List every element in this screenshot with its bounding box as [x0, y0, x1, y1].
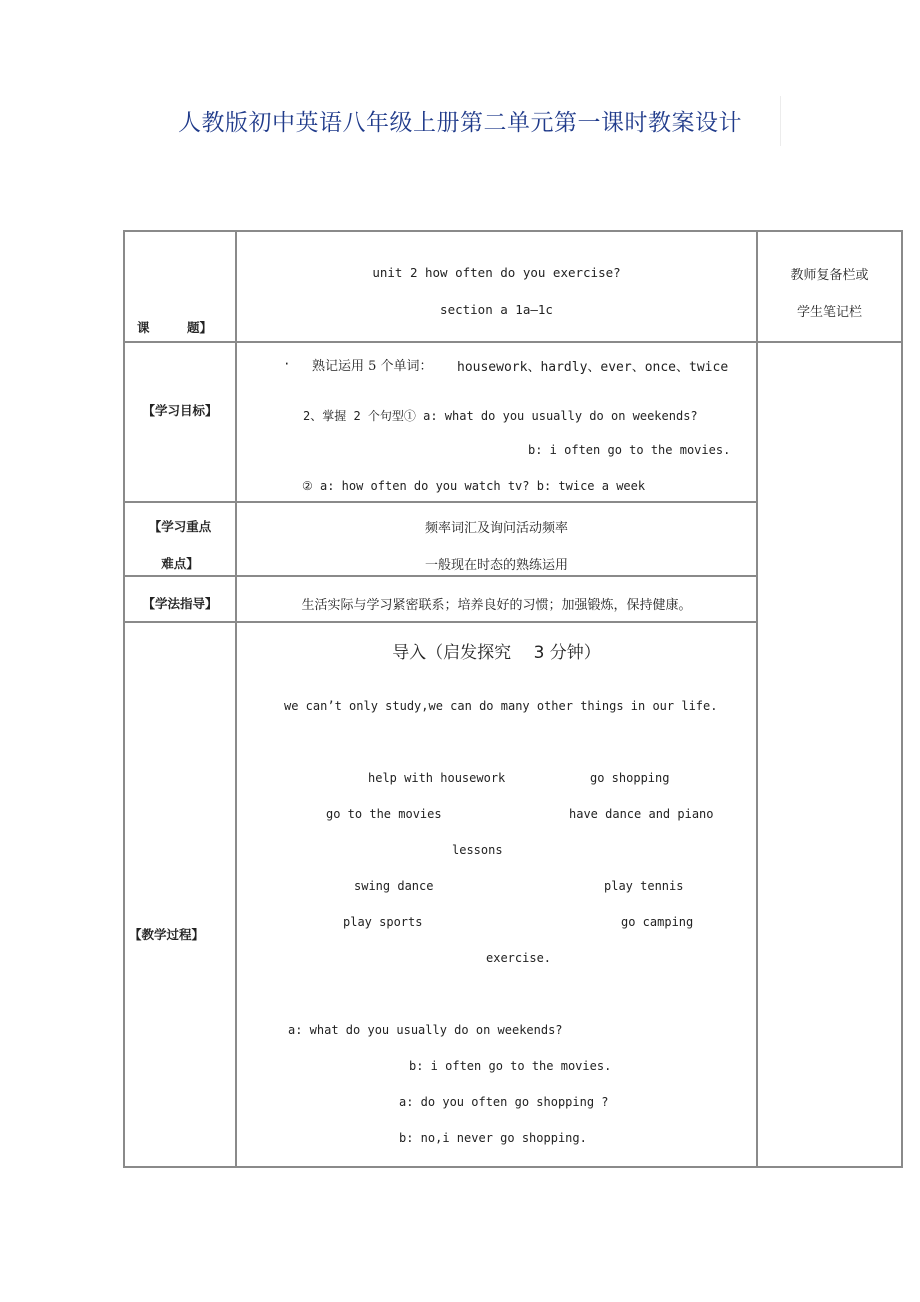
dialog-line-2: b: i often go to the movies.: [409, 1059, 612, 1073]
process-cell: [236, 622, 757, 1167]
page-title: 人教版初中英语八年级上册第二单元第一课时教案设计: [178, 110, 742, 136]
objectives-cell: [236, 342, 757, 502]
objectives-line2: 2、掌握 2 个句型① a: what do you usually do on weekends?: [303, 409, 698, 423]
topic-unit: unit 2 how often do you exercise?: [372, 265, 621, 280]
activity-go-to-the-movies: go to the movies: [326, 807, 442, 821]
objectives-line3: b: i often go to the movies.: [528, 443, 731, 457]
key-point-2: 一般现在时态的熟练运用: [424, 558, 568, 573]
label-topic-cell: [124, 231, 236, 342]
label-topic: 课 题】: [137, 320, 213, 335]
lesson-plan-table: [123, 230, 903, 1168]
key-points-cell: [236, 502, 757, 576]
objectives-line1-en: housework、hardly、ever、once、twice: [457, 360, 729, 375]
process-heading: 导入（启发探究 3 分钟）: [392, 643, 601, 663]
label-method-cell: [124, 576, 236, 622]
dialog-line-3: a: do you often go shopping ?: [399, 1095, 609, 1109]
activity-play-sports: play sports: [343, 915, 423, 929]
activity-go-camping: go camping: [621, 915, 694, 929]
objectives-bullet: ·: [283, 356, 291, 371]
activity-help-with-housework: help with housework: [368, 771, 506, 785]
dialog-line-4: b: no,i never go shopping.: [399, 1131, 587, 1145]
title-divider: [780, 96, 781, 146]
label-process-cell: [124, 622, 236, 1167]
objectives-line4: ② a: how often do you watch tv? b: twice a week: [302, 479, 646, 493]
key-point-1: 频率词汇及询问活动频率: [424, 521, 568, 536]
label-key-points-cell: [124, 502, 236, 576]
activity-go-shopping: go shopping: [590, 771, 670, 785]
notes-header-cell: [757, 231, 902, 342]
activity-dance-piano: have dance and piano: [569, 807, 714, 821]
activity-exercise: exercise.: [486, 951, 552, 965]
activity-play-tennis: play tennis: [604, 879, 684, 893]
process-intro: we can’t only study,we can do many other things in our life.: [284, 699, 718, 713]
row-topic: [124, 231, 902, 342]
activity-lessons: lessons: [452, 843, 503, 857]
notes-header-line1: 教师复备栏或: [790, 268, 869, 283]
activity-swing-dance: swing dance: [354, 879, 434, 893]
label-objectives-cell: [124, 342, 236, 502]
label-objectives: 【学习目标】: [142, 403, 218, 418]
row-objectives: [124, 342, 902, 502]
label-process: 【教学过程】: [129, 927, 205, 942]
topic-cell: [236, 231, 757, 342]
method-text: 生活实际与学习紧密联系；培养良好的习惯；加强锻炼，保持健康。: [301, 598, 692, 613]
notes-header-line2: 学生笔记栏: [796, 305, 862, 320]
notes-body-cell: [757, 342, 902, 1167]
label-key-points-line1: 【学习重点: [148, 519, 212, 534]
objectives-line1-cn: 熟记运用 5 个单词：: [312, 359, 433, 374]
label-method: 【学法指导】: [142, 596, 218, 611]
method-cell: [236, 576, 757, 622]
label-key-points-line2: 难点】: [161, 556, 199, 571]
topic-section: section a 1a—1c: [440, 302, 553, 317]
dialog-line-1: a: what do you usually do on weekends?: [288, 1023, 563, 1037]
